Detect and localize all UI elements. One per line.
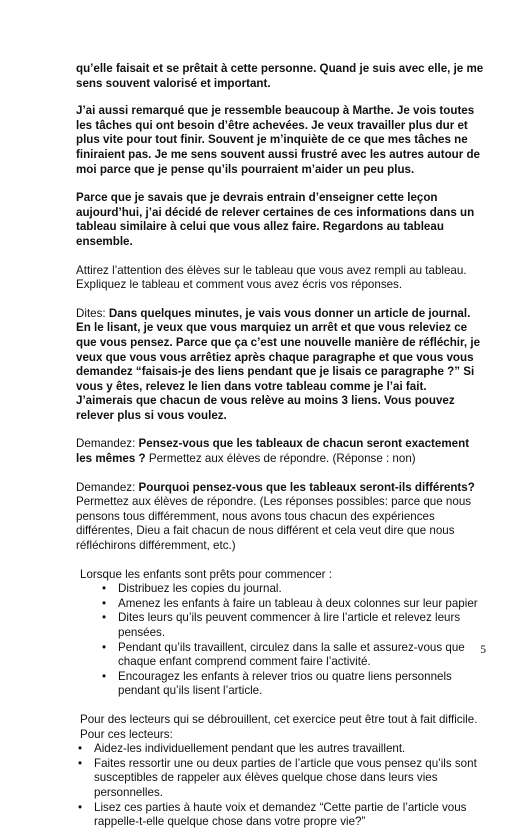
paragraph-demandez-2 (76, 481, 486, 554)
demandez-question-2: Pourquoi pensez-vous que les tableaux seront-ils différents? (138, 480, 475, 494)
list-item: • Lisez ces parties à haute voix et demandez “Cette partie de l’article vous rappelle-t-elle quelque chose dans votre propre vie?” (94, 801, 486, 830)
demandez-rest-2: Permettez aux élèves de répondre. (Les réponses possibles: parce que nous pensons tous différemment, nous avons tous chacun des expériences différentes, Dieu a fait chacun de nous différent et cela veut dire que nous réfléchirons différemment, etc.) (76, 495, 472, 553)
demandez-label-2: Demandez: (76, 480, 139, 494)
document-page (76, 62, 486, 830)
paragraph-demandez-1 (76, 437, 486, 466)
demandez-question-1: Pensez-vous que les tableaux de chacun seront exactement les mêmes ? (76, 437, 470, 466)
list-item: • Amenez les enfants à faire un tableau à deux colonnes sur leur papier (118, 597, 486, 612)
demandez-rest-1: Permettez aux élèves de répondre. (Réponse : non) (145, 452, 416, 466)
list-item: • Aidez-les individuellement pendant que les autres travaillent. (94, 742, 486, 757)
list1-intro: Lorsque les enfants sont prêts pour commencer : (80, 567, 332, 581)
paragraph-marthe: J’ai aussi remarqué que je ressemble beaucoup à Marthe. Je vois toutes les tâches qui ont besoin d’être achevées. Je veux travailler plus dur et plus vite pour tout finir. Souvent je m’inquiète de ce que mes tâches ne finiraient pas. Je me sens souvent aussi frustré avec les autres autour de moi parce que je pense qu’ils pourraient m’aider un peu plus. (76, 104, 481, 176)
paragraph-dites (76, 307, 486, 424)
page-number: 5 (480, 644, 486, 656)
dites-text: Dans quelques minutes, je vais vous donner un article de journal. En le lisant, je veux que vous marquiez un arrêt et que vous releviez ce que vous pensez. Parce que ça c’est une nouvelle manière de réfléchir, je veux que vous vous arrêtiez après chaque paragraphe et que vous vous demandez “faisais-je des liens pendant que je lisais ce paragraphe ?” Si vous y êtes, relevez le lien dans votre tableau comme je l’ai fait. J’aimerais que chacun de vous relève au moins 3 liens. Vous pouvez relever plus si vous voulez. (76, 306, 481, 422)
list-item: • Faites ressortir une ou deux parties de l’article que vous pensez qu’ils sont susceptibles de rappeler aux élèves quelque chose dans leurs vies personnelles. (94, 757, 486, 801)
bullet-list-instructions (118, 582, 486, 699)
list2-intro: Pour des lecteurs qui se débrouillent, cet exercice peut être tout à fait difficile. Pour ces lecteurs: (80, 712, 478, 741)
paragraph-tableau: Parce que je savais que je devrais entrain d’enseigner cette leçon aujourd’hui, j’ai décidé de relever certaines de ces informations dans un tableau similaire à celui que vous allez faire. Regardons au tableau ensemble. (76, 191, 475, 248)
paragraph-valorise: qu’elle faisait et se prêtait à cette personne. Quand je suis avec elle, je me sens souvent valorisé et important. (76, 62, 484, 90)
dites-label: Dites: (76, 306, 109, 320)
list-item: • Encouragez les enfants à relever trios ou quatre liens personnels pendant qu’ils lisent l’article. (118, 670, 486, 699)
bullet-list-lecteurs (94, 742, 486, 830)
paragraph-attention: Attirez l’attention des élèves sur le tableau que vous avez rempli au tableau. Expliquez le tableau et comment vous avez écris vos réponses. (76, 263, 467, 292)
list-item: • Pendant qu’ils travaillent, circulez dans la salle et assurez-vous que chaque enfant comprend comment faire l’activité. (118, 641, 486, 670)
demandez-label-1: Demandez: (76, 437, 139, 451)
list-item: • Dites leurs qu’ils peuvent commencer à lire l’article et relevez leurs pensées. (118, 611, 486, 640)
list-item: • Distribuez les copies du journal. (118, 582, 486, 597)
